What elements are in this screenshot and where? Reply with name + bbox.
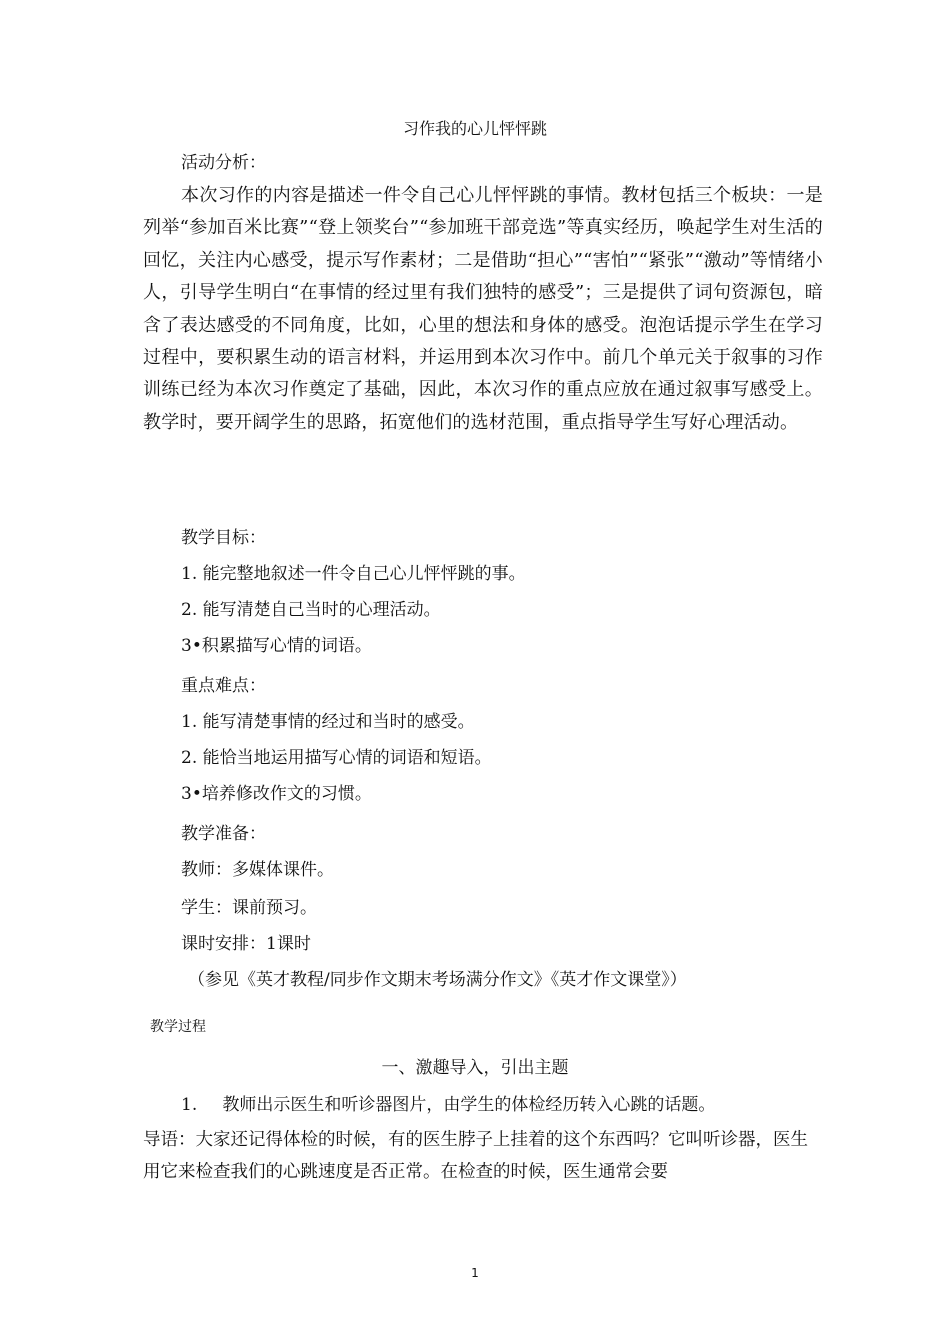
key-item-2: 2. 能恰当地运用描写心情的词语和短语。	[181, 748, 492, 768]
activity-heading: 活动分析：	[181, 153, 266, 173]
goal-item-1: 1. 能完整地叙述一件令自己心儿怦怦跳的事。	[181, 564, 526, 584]
process-heading: 教学过程	[150, 1019, 206, 1035]
prep-student: 学生：课前预习。	[181, 898, 317, 918]
key-heading: 重点难点：	[181, 676, 266, 696]
step-one-number: 1.	[181, 1095, 198, 1115]
page-number: 1	[471, 1266, 479, 1280]
document-title: 习作我的心儿怦怦跳	[402, 119, 547, 138]
reference: （参见《英才教程/同步作文期末考场满分作文》《英才作文课堂》）	[188, 970, 687, 990]
step-one-text: 教师出示医生和听诊器图片，由学生的体检经历转入心跳的话题。	[222, 1095, 716, 1115]
prep-heading: 教学准备：	[181, 824, 266, 844]
goal-item-2: 2. 能写清楚自己当时的心理活动。	[181, 600, 441, 620]
key-item-1: 1. 能写清楚事情的经过和当时的感受。	[181, 712, 475, 732]
intro-text: 导语：大家还记得体检的时候，有的医生脖子上挂着的这个东西吗？它叫听诊器，医生用它来检查我们的心跳速度是否正常。在检查的时候，医生通常会要	[143, 1130, 808, 1182]
goal-item-3: 3•积累描写心情的词语。	[181, 636, 372, 656]
activity-body: 本次习作的内容是描述一件令自己心儿怦怦跳的事情。教材包括三个板块：一是列举“参加百米比赛”“登上领奖台”“参加班干部竞选”等真实经历，唤起学生对生活的回忆，关注内心感受，提示写作素材；二是借助“担心”“害怕”“紧张”“激动”等情绪小人，引导学生明白“在事情的经过里有我们独特的感受”；三是提供了词句资源包，暗含了表达感受的不同角度，比如，心里的想法和身体的感受。泡泡话提示学生在学习过程中，要积累生动的语言材料，并运用到本次习作中。前几个单元关于叙事的习作训练已经为本次习作奠定了基础，因此，本次习作的重点应放在通过叙事写感受上。教学时，要开阔学生的思路，拓宽他们的选材范围，重点指导学生写好心理活动。	[143, 185, 823, 433]
section-one-heading: 一、激趣导入，引出主题	[381, 1058, 569, 1078]
prep-teacher: 教师：多媒体课件。	[181, 860, 334, 880]
key-item-3: 3•培养修改作文的习惯。	[181, 784, 372, 804]
step-one	[181, 1094, 715, 1116]
schedule: 课时安排：1课时	[181, 934, 311, 954]
goals-heading: 教学目标：	[181, 528, 266, 548]
